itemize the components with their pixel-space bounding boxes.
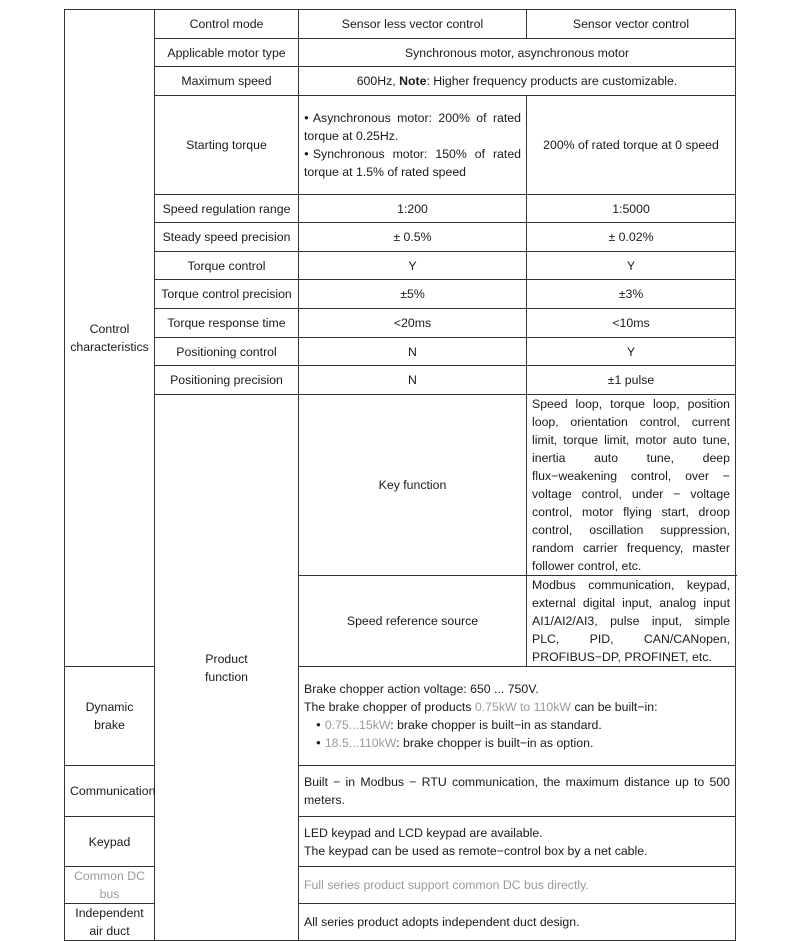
cell-value: [299, 67, 736, 96]
column-header: Sensor less vector control: [299, 10, 527, 39]
brake-voltage-text: Brake chopper action voltage: 650 ... 750V.: [304, 682, 539, 696]
table-row: [65, 10, 736, 39]
cell-value: N: [299, 366, 527, 395]
category-control-characteristics: [65, 10, 155, 667]
cell-value: ± 0.5%: [299, 223, 527, 252]
table-row: [65, 280, 736, 309]
table-row: [65, 39, 736, 67]
cell-value: <10ms: [527, 309, 736, 338]
row-label: Positioning control: [155, 338, 299, 366]
row-label: Keypad: [65, 817, 155, 867]
bullet-item: [304, 716, 730, 734]
cell-value: Y: [299, 252, 527, 280]
table-row: [65, 366, 736, 395]
power-range: 18.5...110kW: [324, 736, 397, 750]
row-label: Speed regulation range: [155, 195, 299, 223]
bullet-text: : brake chopper is built−in as standard.: [390, 718, 602, 732]
cell-value: 1:5000: [527, 195, 736, 223]
cell-value: All series product adopts independent duct design.: [299, 904, 736, 941]
table-row: [65, 195, 736, 223]
table-row: [65, 309, 736, 338]
row-label: Steady speed precision: [155, 223, 299, 252]
bullet-item: [304, 145, 521, 181]
row-label: Key function: [299, 395, 527, 576]
power-range: 0.75kW to 110kW: [474, 700, 572, 714]
category-label: Product: [205, 651, 248, 666]
specification-table: [64, 9, 736, 941]
bullet-item: [304, 734, 730, 752]
bullet-item: [304, 109, 521, 145]
cell-value: 1:200: [299, 195, 527, 223]
bullet-text: Synchronous motor: 150% of rated torque at 1.5% of rated speed: [304, 147, 521, 179]
text: The brake chopper of products: [304, 700, 475, 714]
row-label: Applicable motor type: [155, 39, 299, 67]
table-row: [65, 223, 736, 252]
cell-value: Speed loop, torque loop, position loop, orientation control, current limit, torque limit, motor auto tune, inertia auto tune, deep flux−weakening control, over − voltage control, under − voltage control, motor flying start, droop control, oscillation suppression, random carrier frequency, master follower control, etc.: [527, 395, 736, 576]
cell-value: Built − in Modbus − RTU communication, the maximum distance up to 500 meters.: [299, 766, 736, 817]
row-label: Torque response time: [155, 309, 299, 338]
table-row: [65, 395, 736, 576]
category-label: function: [204, 669, 249, 684]
cell-value: ±5%: [299, 280, 527, 309]
keypad-text: The keypad can be used as remote−control box by a net cable.: [304, 843, 648, 858]
table-row: [65, 67, 736, 96]
cell-value: [299, 96, 527, 195]
cell-value: N: [299, 338, 527, 366]
row-label: Speed reference source: [299, 576, 527, 667]
row-label: Communication: [65, 766, 155, 817]
cell-value: Synchronous motor, asynchronous motor: [299, 39, 736, 67]
power-range: 0.75...15kW: [324, 718, 391, 732]
row-label: Dynamic brake: [65, 667, 155, 766]
cell-value: Full series product support common DC bus directly.: [299, 867, 736, 904]
value-text: : Higher frequency products are customizable.: [426, 74, 678, 88]
cell-value: <20ms: [299, 309, 527, 338]
category-label: Control: [89, 322, 130, 336]
table-row: [65, 338, 736, 366]
row-label: Maximum speed: [155, 67, 299, 96]
cell-value: ± 0.02%: [527, 223, 736, 252]
bullet-icon: ●: [316, 738, 321, 747]
text: can be built−in:: [571, 700, 658, 714]
cell-value: ±3%: [527, 280, 736, 309]
cell-value: Modbus communication, keypad, external digital input, analog input AI1/AI2/AI3, pulse input, simple PLC, PID, CAN/CANopen, PROFIBUS−DP, PROFINET, etc.: [527, 576, 736, 667]
table-row: [65, 252, 736, 280]
row-label: Independent air duct: [65, 904, 155, 941]
category-label: characteristics: [70, 340, 149, 354]
row-label: Control mode: [155, 10, 299, 39]
row-label: Starting torque: [155, 96, 299, 195]
bullet-icon: ●: [304, 149, 309, 158]
cell-value: 200% of rated torque at 0 speed: [527, 96, 736, 195]
bullet-text: : brake chopper is built−in as option.: [396, 736, 594, 750]
keypad-text: LED keypad and LCD keypad are available.: [304, 825, 543, 840]
row-label: Torque control precision: [155, 280, 299, 309]
note-label: Note: [399, 74, 427, 88]
cell-value: [299, 817, 736, 867]
value-text: 600Hz,: [356, 74, 400, 88]
row-label: Positioning precision: [155, 366, 299, 395]
bullet-icon: ●: [316, 720, 321, 729]
category-product-function: [155, 395, 299, 941]
brake-products-text: [304, 698, 730, 716]
cell-value: [299, 667, 736, 766]
cell-value: Y: [527, 252, 736, 280]
cell-value: ±1 pulse: [527, 366, 736, 395]
bullet-icon: ●: [304, 113, 309, 122]
table-row: [65, 96, 736, 195]
bullet-text: Asynchronous motor: 200% of rated torque at 0.25Hz.: [304, 111, 521, 143]
row-label: Torque control: [155, 252, 299, 280]
row-label: Common DC bus: [65, 867, 155, 904]
cell-value: Y: [527, 338, 736, 366]
column-header: Sensor vector control: [527, 10, 736, 39]
